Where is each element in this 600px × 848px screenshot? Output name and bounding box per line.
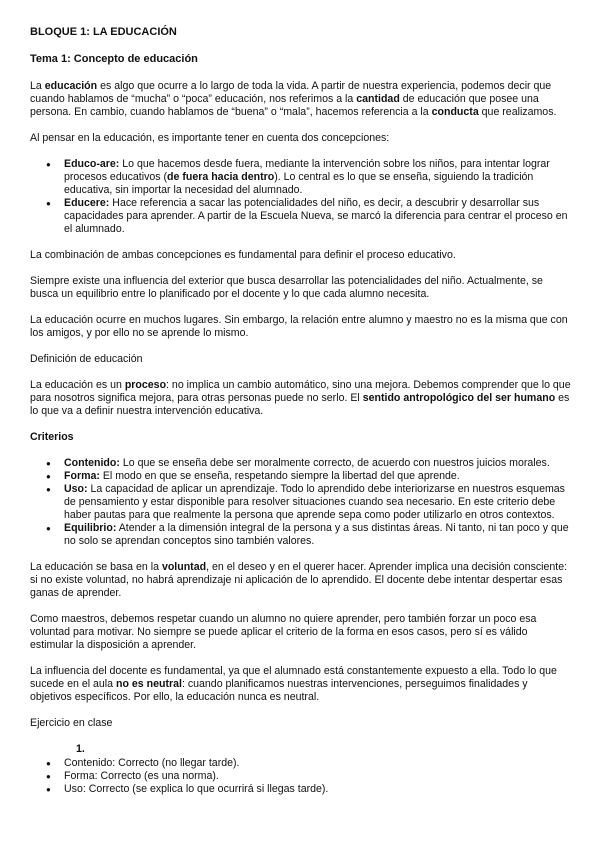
exercise-heading: Ejercicio en clase xyxy=(30,717,113,729)
concepciones-list xyxy=(30,158,572,236)
list-item: ● Uso: La capacidad de aplicar un aprendizaje. Todo lo aprendido debe interiorizarse en nuestros esquemas de pensamiento y estar disponible para resolver situaciones cuando sea necesario. En este criterio debe haber pautas para que realmente la persona que aprende sepa como poder utilizarlo en otros contextos. xyxy=(64,483,572,522)
paragraph-education-intro: La educación es algo que ocurre a lo largo de toda la vida. A partir de nuestra experiencia, podemos decir que cuando hablamos de “mucha” o “poca” educación, nos referimos a la cantidad de educación que posee una persona. En cambio, cuando hablamos de “buena” o “mala”, hacemos referencia a la conducta que realizamos. xyxy=(30,80,557,118)
list-item: ● Contenido: Lo que se enseña debe ser moralmente correcto, de acuerdo con nuestros juicios morales. xyxy=(64,457,572,470)
paragraph-concepciones: Al pensar en la educación, es importante tener en cuenta dos concepciones: xyxy=(30,132,390,144)
list-item: ● Contenido: Correcto (no llegar tarde). xyxy=(64,757,572,770)
definition-heading: Definición de educación xyxy=(30,353,143,365)
exercise-list xyxy=(30,757,572,796)
criterios-list xyxy=(30,457,572,548)
list-item: ● Educo-are: Lo que hacemos desde fuera, mediante la intervención sobre los niños, para intentar lograr procesos educativos (de fuera hacia dentro). Lo central es lo que se enseña, siguiendo la tradición educativa, sin importar la necesidad del alumnado. xyxy=(64,158,572,197)
paragraph-proceso: La educación es un proceso: no implica un cambio automático, sino una mejora. Debemos comprender que lo que para nosotros significa mejora, para otras personas puede no serlo. El sentido antropológico del ser humano es lo que va a definir nuestra intervención educativa. xyxy=(30,379,571,417)
exercise-number: 1. xyxy=(76,743,85,755)
paragraph-combinacion: La combinación de ambas concepciones es fundamental para definir el proceso educativo. xyxy=(30,249,456,261)
list-item: ● Forma: El modo en que se enseña, respetando siempre la libertad del que aprende. xyxy=(64,470,572,483)
block-title: BLOQUE 1: LA EDUCACIÓN xyxy=(30,26,177,38)
exercise-block xyxy=(30,743,572,756)
list-item: ● Forma: Correcto (es una norma). xyxy=(64,770,572,783)
criterios-heading: Criterios xyxy=(30,431,74,443)
list-item: ● Uso: Correcto (se explica lo que ocurrirá si llegas tarde). xyxy=(64,783,572,796)
paragraph-neutral: La influencia del docente es fundamental, ya que el alumnado está constantemente expuesto a ella. Todo lo que sucede en el aula no es neutral: cuando planificamos nuestras intervenciones, perseguimos finalidades y objetivos específicos. Por ello, la educación nunca es neutral. xyxy=(30,665,557,703)
list-item: ● Educere: Hace referencia a sacar las potencialidades del niño, es decir, a descubrir y desarrollar sus capacidades para aprender. A partir de la Escuela Nueva, se marcó la diferencia para centrar el proceso en el alumnado. xyxy=(64,197,572,236)
paragraph-maestros: Como maestros, debemos respetar cuando un alumno no quiere aprender, pero también forzar un poco esa voluntad para motivar. No siempre se puede aplicar el criterio de la forma en esos casos, pero sí es válido estimular la disposición a aprender. xyxy=(30,613,537,651)
paragraph-voluntad: La educación se basa en la voluntad, en el deseo y en el querer hacer. Aprender implica una decisión consciente: si no existe voluntad, no habrá aprendizaje ni aplicación de lo aprendido. El docente debe intentar despertar esas ganas de aprender. xyxy=(30,561,568,599)
paragraph-lugares: La educación ocurre en muchos lugares. Sin embargo, la relación entre alumno y maestro no es la misma que con los amigos, y por ello no se aprende lo mismo. xyxy=(30,314,568,339)
list-item: ● Equilibrio: Atender a la dimensión integral de la persona y a sus distintas áreas. Ni tanto, ni tan poco y que no solo se aprendan conceptos sino también valores. xyxy=(64,522,572,548)
paragraph-influencia: Siempre existe una influencia del exterior que busca desarrollar las potencialidades del niño. Actualmente, se busca un equilibrio entre lo planificado por el docente y lo que cada alumno necesita. xyxy=(30,275,543,300)
topic-title: Tema 1: Concepto de educación xyxy=(30,53,198,65)
